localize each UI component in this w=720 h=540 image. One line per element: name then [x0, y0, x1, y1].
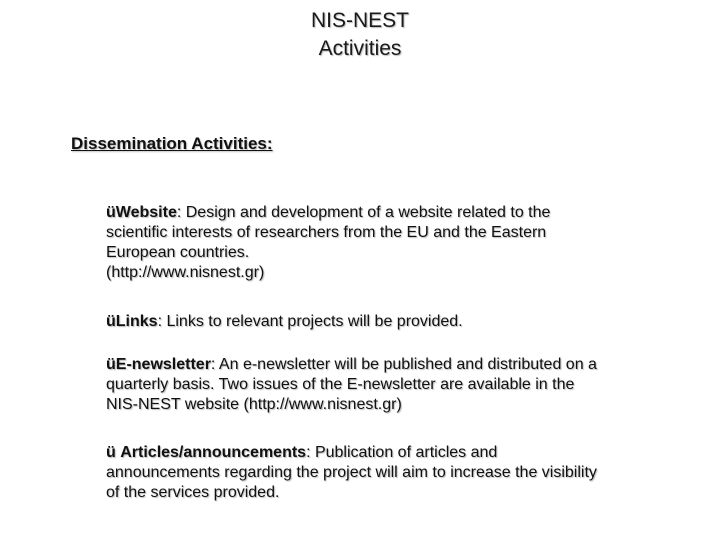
checkmark-icon: ü	[106, 356, 116, 373]
item-line	[106, 312, 463, 332]
list-item-links	[106, 312, 463, 332]
title-line-1: NIS-NEST	[310, 9, 409, 32]
checkmark-icon: ü	[106, 444, 116, 461]
item-text: NIS-NEST website (http://www.nisnest.gr)	[106, 396, 402, 413]
section-heading: Dissemination Activities:	[71, 134, 273, 153]
item-line	[106, 443, 597, 463]
item-text: quarterly basis. Two issues of the E-newsletter are available in the	[106, 376, 575, 393]
title-line-2: Activities	[318, 37, 402, 60]
checkmark-icon: ü	[106, 204, 116, 221]
item-text: : Links to relevant projects will be provided.	[157, 313, 463, 330]
item-label: E-newsletter	[115, 356, 211, 373]
item-label: Links	[115, 313, 158, 330]
item-text: announcements regarding the project will aim to increase the visibility	[106, 464, 597, 481]
item-text: of the services provided.	[106, 484, 280, 501]
item-label: Articles/announcements	[120, 444, 307, 461]
item-text: : Publication of articles and	[306, 444, 498, 461]
page-title	[0, 7, 720, 63]
item-text: : An e-newsletter will be published and distributed on a	[210, 356, 597, 373]
checkmark-icon: ü	[106, 313, 116, 330]
item-text: : Design and development of a website related to the	[176, 204, 551, 221]
item-line	[106, 355, 597, 375]
item-line	[106, 203, 550, 223]
list-item-articles	[106, 443, 597, 503]
item-text: scientific interests of researchers from the EU and the Eastern	[106, 224, 547, 241]
list-item-e-newsletter	[106, 355, 597, 415]
item-label: Website	[115, 204, 177, 221]
list-item-website	[106, 203, 550, 283]
item-url: (http://www.nisnest.gr)	[106, 264, 265, 281]
item-text: European countries.	[106, 244, 250, 261]
